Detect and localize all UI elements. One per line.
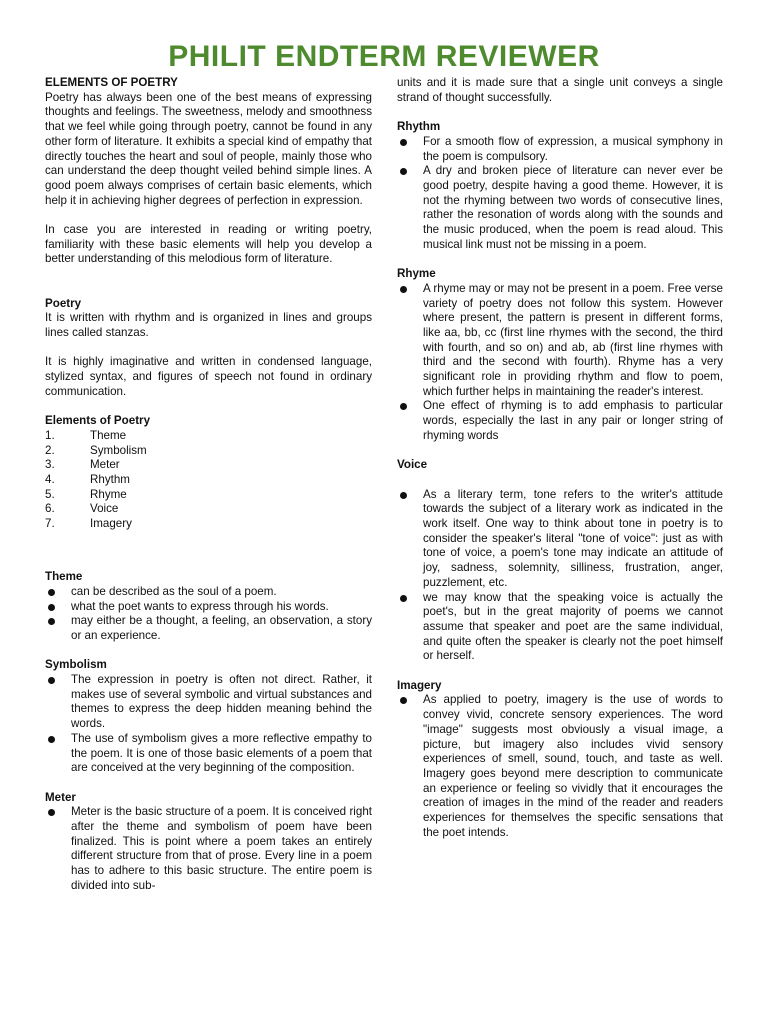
list-item: 3. Meter (45, 458, 120, 472)
intro-paragraph-1: Poetry has always been one of the best means of expressing thoughts and feelings. The sweetness, melody and smoothness that we feel while going through poetry, cannot be found in any other form of literature. It exhibits a special kind of empathy that directly touches the heart and soul of people, mainly those who can understand the deep thought veiled behind simple lines. A good poem always comprises of certain basic elements, which help it in achieving higher degrees of perfection in expression. (45, 90, 372, 207)
imagery-heading: Imagery (397, 678, 442, 692)
intro-heading: ELEMENTS OF POETRY (45, 76, 178, 89)
list-item: The expression in poetry is often not direct. Rather, it makes use of several symbolic and virtual substances and themes to express the deep hidden meaning behind the words. (45, 673, 372, 732)
rhyme-heading: Rhyme (397, 267, 436, 281)
bullet-icon (48, 677, 55, 684)
rhyme-list (397, 282, 723, 444)
voice-list (397, 488, 723, 664)
list-item: 4. Rhythm (45, 472, 130, 486)
bullet-icon (400, 139, 407, 146)
list-item: One effect of rhyming is to add emphasis to particular words, especially the last in any pair or longer string of rhyming words (397, 399, 723, 443)
bullet-icon (400, 492, 407, 499)
bullet-icon (400, 403, 407, 410)
symbolism-list (45, 673, 372, 776)
list-item: A dry and broken piece of literature can never ever be good poetry, despite having a good theme. However, it is not the rhyming between two words of consecutive lines, rather the resonation of words along with the sounds and the music produced, when the poem is read aloud. This musical link must not be missing in a poem. (397, 164, 723, 252)
theme-heading: Theme (45, 570, 83, 584)
theme-list (45, 585, 372, 644)
list-item: 2. Symbolism (45, 443, 147, 457)
bullet-icon (400, 697, 407, 704)
poetry-paragraph-2: It is highly imaginative and written in condensed language, stylized syntax, and figures of speech not found in ordinary communication. (45, 355, 372, 398)
list-item: As a literary term, tone refers to the writer's attitude towards the subject of a literary work as indicated in the work itself. One way to think about tone in poetry is to consider the speaker's literal "tone of voice": just as with tone of voice, a poem's tone may indicate an attitude of joy, sadness, solemnity, silliness, frustration, anger, puzzlement, etc. (397, 488, 723, 591)
page-title: PHILIT ENDTERM REVIEWER (168, 40, 600, 73)
list-item: we may know that the speaking voice is actually the poet's, but in the great majority of poems we cannot assume that speaker and poet are the same individual, and quite often the speaker is clearly not the poet himself or herself. (397, 591, 723, 665)
list-item: what the poet wants to express through his words. (45, 600, 372, 615)
meter-heading: Meter (45, 790, 76, 804)
elements-heading: Elements of Poetry (45, 414, 151, 428)
list-item: 5. Rhyme (45, 487, 127, 501)
list-item: 7. Imagery (45, 517, 132, 531)
bullet-icon (48, 618, 55, 625)
rhythm-list (397, 135, 723, 253)
bullet-icon (48, 736, 55, 743)
bullet-icon (48, 809, 55, 816)
left-column (45, 76, 372, 894)
list-item: As applied to poetry, imagery is the use of words to convey vivid, concrete sensory experiences. The word "image" suggests most obviously a visual image, a picture, but imagery also includes vivid sensory experiences of smell, sound, touch, and taste as well. Imagery goes beyond mere description to communicate an experience or feeling so vividly that it encourages the creation of images in the mind of the reader and readers experiences for themselves the specific sensations that the poet intends. (397, 693, 723, 840)
list-item: For a smooth flow of expression, a musical symphony in the poem is compulsory. (397, 135, 723, 164)
list-item: Meter is the basic structure of a poem. It is conceived right after the theme and symbolism of poem have been finalized. This is point where a poem takes an entirely different structure from that of prose. Every line in a poem has to adhere to this basic structure. The entire poem is divided into sub- (45, 805, 372, 893)
imagery-list (397, 693, 723, 840)
bullet-icon (400, 168, 407, 175)
bullet-icon (400, 286, 407, 293)
list-item: 6. Voice (45, 502, 119, 516)
list-item: may either be a thought, a feeling, an observation, a story or an experience. (45, 614, 372, 643)
bullet-icon (48, 604, 55, 611)
list-item: The use of symbolism gives a more reflective empathy to the poem. It is one of those basic elements of a poem that are conceived at the very beginning of the composition. (45, 732, 372, 776)
rhythm-heading: Rhythm (397, 120, 441, 134)
meter-continuation: units and it is made sure that a single unit conveys a single strand of thought successfully. (397, 76, 723, 104)
intro-paragraph-2: In case you are interested in reading or writing poetry, familiarity with these basic elements will help you develop a better understanding of this melodious form of literature. (45, 223, 372, 266)
right-column (397, 76, 723, 840)
meter-list (45, 805, 372, 893)
list-item: A rhyme may or may not be present in a poem. Free verse variety of poetry does not follow this system. However where present, the pattern is present in different forms, like aa, bb, cc (first line rhymes with the second, the third with fourth, and so on) and ab, ab (first line rhymes with third and the second with fourth). Rhyme has a very significant role in providing rhythm and flow to poem, which further helps in maintaining the reader's interest. (397, 282, 723, 400)
poetry-paragraph-1: It is written with rhythm and is organized in lines and groups lines called stanzas. (45, 311, 372, 339)
poetry-heading: Poetry (45, 296, 82, 310)
bullet-icon (48, 589, 55, 596)
symbolism-heading: Symbolism (45, 658, 107, 672)
voice-heading: Voice (397, 458, 428, 472)
bullet-icon (400, 595, 407, 602)
list-item: can be described as the soul of a poem. (45, 585, 372, 600)
list-item: 1. Theme (45, 428, 127, 442)
elements-list (45, 429, 372, 532)
